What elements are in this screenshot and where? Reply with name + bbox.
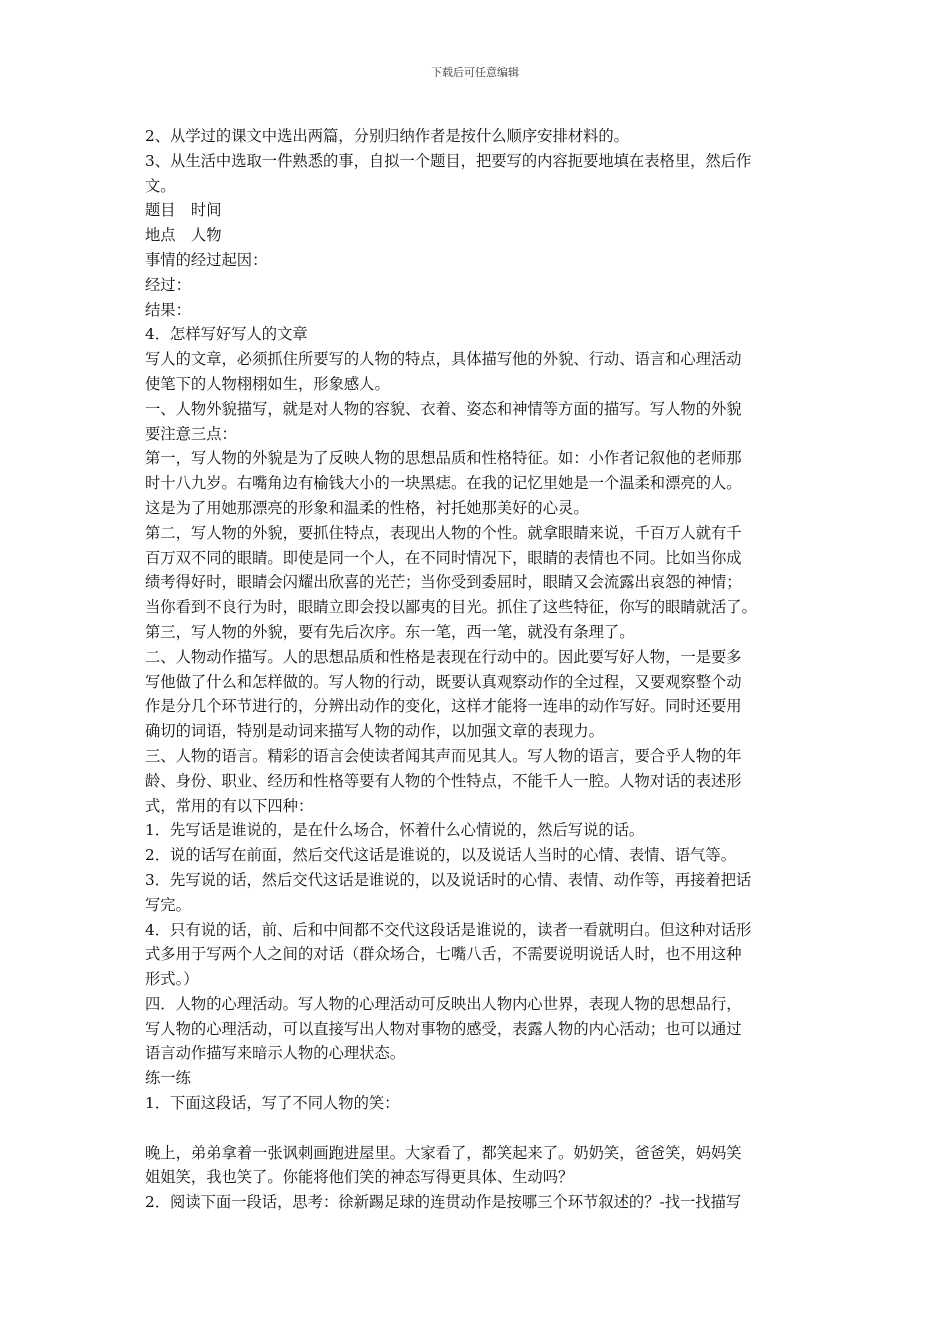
text-line: 式，常用的有以下四种： xyxy=(145,796,314,815)
text-line: 练一练 xyxy=(145,1069,191,1088)
text-line: 形式。） xyxy=(145,970,199,989)
text-line: 姐姐笑，我也笑了。你能将他们笑的神态写得更具体、生动吗？ xyxy=(145,1168,574,1187)
text-line: 写完。 xyxy=(145,895,191,914)
text-line: 1．先写话是谁说的，是在什么场合，怀着什么心情说的，然后写说的话。 xyxy=(145,821,645,840)
text-line: 绩考得好时，眼睛会闪耀出欣喜的光芒；当你受到委屈时，眼睛又会流露出哀怨的神情； xyxy=(145,573,742,592)
text-line: 作是分几个环节进行的，分辨出动作的变化，这样才能将一连串的动作写好。同时还要用 xyxy=(145,697,742,716)
text-line: 语言动作描写来暗示人物的心理状态。 xyxy=(145,1044,406,1063)
text-line: 4．怎样写好写人的文章 xyxy=(145,325,308,344)
text-line: 写他做了什么和怎样做的。写人物的行动，既要认真观察动作的全过程，又要观察整个动 xyxy=(145,672,742,691)
text-line: 文。 xyxy=(145,176,176,195)
text-line: 3、从生活中选取一件熟悉的事，自拟一个题目，把要写的内容扼要地填在表格里，然后作 xyxy=(145,151,752,170)
text-line: 题目 时间 xyxy=(145,201,222,220)
page-header: 下载后可任意编辑 xyxy=(431,66,519,79)
text-line: 2、从学过的课文中选出两篇，分别归纳作者是按什么顺序安排材料的。 xyxy=(145,127,629,145)
text-line: 要注意三点： xyxy=(145,424,237,443)
text-line: 1．下面这段话，写了不同人物的笑： xyxy=(145,1094,400,1113)
text-line: 使笔下的人物栩栩如生，形象感人。 xyxy=(145,374,390,393)
text-line: 三、人物的语言。精彩的语言会使读者闻其声而见其人。写人物的语言，要合乎人物的年 xyxy=(145,746,742,765)
text-line: 晚上，弟弟拿着一张讽刺画跑进屋里。大家看了，都笑起来了。奶奶笑，爸爸笑，妈妈笑 xyxy=(145,1143,742,1162)
text-line: 这是为了用她那漂亮的形象和温柔的性格，衬托她那美好的心灵。 xyxy=(145,498,589,517)
text-line: 结果： xyxy=(145,300,191,319)
text-line: 第三，写人物的外貌，要有先后次序。东一笔，西一笔，就没有条理了。 xyxy=(145,622,635,641)
text-line: 写人物的心理活动，可以直接写出人物对事物的感受，表露人物的内心活动；也可以通过 xyxy=(145,1019,742,1038)
text-line: 二、人物动作描写。人的思想品质和性格是表现在行动中的。因此要写好人物，一是要多 xyxy=(145,647,742,666)
text-line: 龄、身份、职业、经历和性格等要有人物的个性特点，不能千人一腔。人物对话的表述形 xyxy=(145,771,742,790)
text-line: 一、人物外貌描写，就是对人物的容貌、衣着、姿态和神情等方面的描写。写人物的外貌 xyxy=(145,399,742,418)
text-line: 2．说的话写在前面，然后交代这话是谁说的，以及说话人当时的心情、表情、语气等。 xyxy=(145,846,737,865)
text-line: 第二，写人物的外貌，要抓住特点，表现出人物的个性。就拿眼睛来说，千百万人就有千 xyxy=(145,523,742,542)
text-line: 地点 人物 xyxy=(145,226,222,245)
text-line: 确切的词语，特别是动词来描写人物的动作，以加强文章的表现力。 xyxy=(145,722,604,741)
text-line: 式多用于写两个人之间的对话（群众场合，七嘴八舌，不需要说明说话人时，也不用这种 xyxy=(145,945,742,964)
text-line: 当你看到不良行为时，眼睛立即会投以鄙夷的目光。抓住了这些特征，你写的眼睛就活了。 xyxy=(145,598,757,617)
text-line: 四．人物的心理活动。写人物的心理活动可反映出人物内心世界，表现人物的思想品行， xyxy=(145,994,742,1013)
text-line: 百万双不同的眼睛。即使是同一个人，在不同时情况下，眼睛的表情也不同。比如当你成 xyxy=(145,548,742,567)
text-line: 写人的文章，必须抓住所要写的人物的特点，具体描写他的外貌、行动、语言和心理活动 xyxy=(145,350,742,369)
text-line: 事情的经过起因： xyxy=(145,250,268,269)
text-line: 经过： xyxy=(145,275,191,294)
document-body xyxy=(145,124,809,1215)
text-line: 4．只有说的话，前、后和中间都不交代这段话是谁说的，读者一看就明白。但这种对话形 xyxy=(145,920,752,939)
text-line: 第一，写人物的外貌是为了反映人物的思想品质和性格特征。如：小作者记叙他的老师那 xyxy=(145,449,742,468)
text-line: 3．先写说的话，然后交代这话是谁说的，以及说话时的心情、表情、动作等，再接着把话 xyxy=(145,870,752,889)
text-line: 时十八九岁。右嘴角边有榆钱大小的一块黑痣。在我的记忆里她是一个温柔和漂亮的人。 xyxy=(145,474,742,493)
blank-line xyxy=(145,1116,809,1141)
text-line: 2．阅读下面一段话，思考：徐新踢足球的连贯动作是按哪三个环节叙述的？-找一找描写 xyxy=(145,1193,742,1212)
